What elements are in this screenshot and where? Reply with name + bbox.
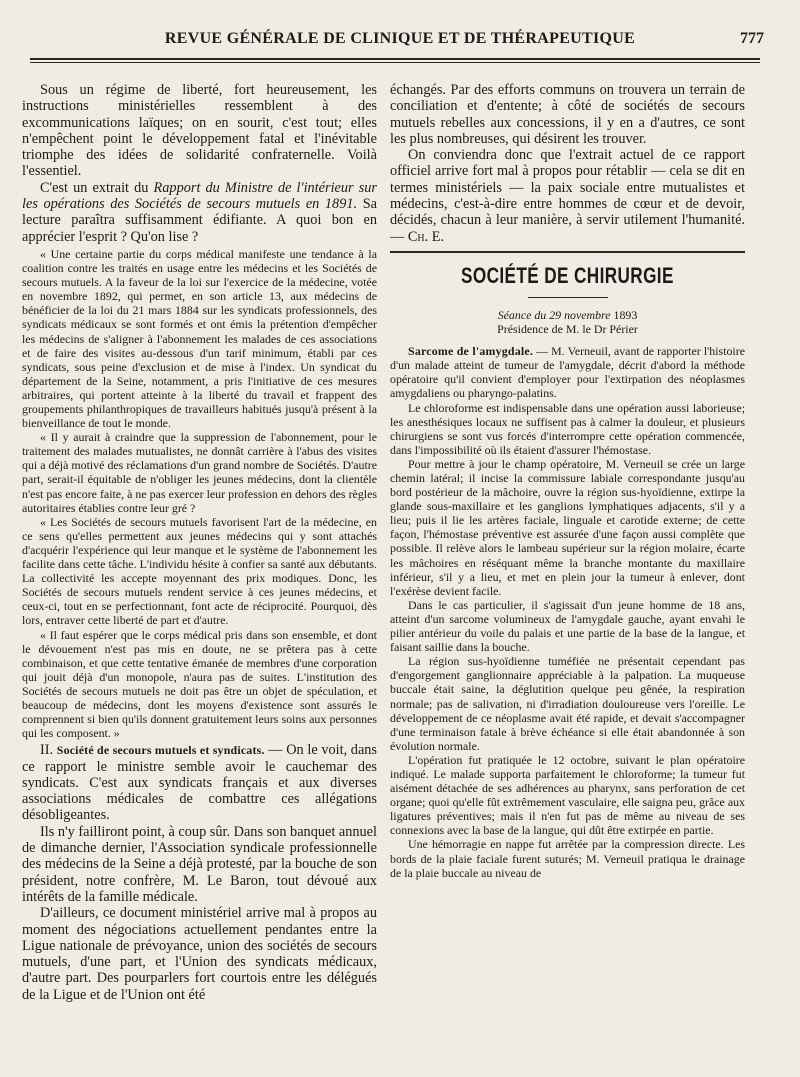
section-title: SOCIÉTÉ DE CHIRURGIE — [461, 262, 674, 288]
paragraph: Le chloroforme est indispensable dans une opération aussi laborieuse; les anesthésiques locaux ne suffisent pas à calmer la douleur, et plusieurs chirurgiens se sont vus forcés d'interrompre cette opération commencée, dans l'impossibilité où ils étaient d'assurer l'hémostase. — [390, 400, 745, 457]
paragraph: L'opération fut pratiquée le 12 octobre, suivant le plan opératoire indiqué. Le malade supporta parfaitement le chloroforme; la tumeur fut aisément détachée de ses adhérences au pharynx, sans perforation de cet organe; quoi qu'elle fût extrêmement vasculaire, elle saigna peu, grâce aux ligatures préventives; mais il n'en fut pas de même au niveau de ses connexions avec la base de la langue, qui dût être extirpée en partie. — [390, 752, 745, 838]
right-column — [390, 82, 745, 1072]
paragraph: échangés. Par des efforts communs on trouvera un terrain de conciliation et d'entente; à côté de sociétés de secours mutuels rebelles aux concessions, il y en a d'autres, ce sont les plus nombreuses, qui désirent les trouver. — [390, 82, 745, 147]
session-prefix: Séance du — [497, 307, 550, 322]
quote-paragraph: « Une certaine partie du corps médical manifeste une tendance à la coalition contre les traités en usage entre les médecins et les Sociétés de secours mutuels. A la faveur de la loi sur l'exercice de la médecine, votée en novembre 1892, qui permet, en son article 13, aux médecins de bénéficier de la loi du 21 mars 1884 sur les syndicats professionnels, des syndicats médicaux se sont formés et ont émis la prétention d'empêcher les médecins de s'aligner à l'abonnement les malades de ces associations et de faire des visites au-dessous d'un tarif minimum, établi par ces syndicats, sous peine d'exclusion et de mise à l'index. Un syndicat du département de la Seine, notamment, a pris l'initiative de ces mesures arbitraires, qui portent atteinte à la liberté du travail et frappent des groupements philanthropiques de travailleurs habitués jusqu'à présent à la bienveillance de tout le monde. — [22, 246, 377, 431]
text-run: — On le voit, dans ce rapport le ministre semble avoir le cauchemar des syndicats. C'est aux syndicats français et aux diverses associations médicales de combattre ces allégations désobligeantes. — [22, 742, 377, 824]
session-line — [390, 308, 745, 322]
paragraph: Une hémorragie en nappe fut arrêtée par la compression directe. Les bords de la plaie faciale furent suturés; M. Verneuil pratiqua le drainage de la plaie buccale au niveau de — [390, 837, 745, 880]
section-banner — [390, 263, 745, 289]
paragraph-report-intro — [22, 180, 377, 245]
paragraph-signed — [390, 147, 745, 245]
paragraph: Dans le cas particulier, il s'agissait d'un jeune homme de 18 ans, atteint d'un sarcome volumineux de l'amygdale gauche, ayant envahi le pilier antérieur du voile du palais et une partie de la base de la langue, et faisant saillie dans la bouche. — [390, 597, 745, 655]
left-column — [22, 82, 377, 1072]
paragraph: D'ailleurs, ce document ministériel arrive mal à propos au moment des négociations actuellement pendantes entre la Ligue nationale de prévoyance, union des sociétés de secours mutuels, d'une part, et l'Union des syndicats médicaux, d'autre part. Des pourparlers fort courtois entre les délégués de la Ligue et de l'Union ont été — [22, 905, 377, 1003]
paragraph: La région sus-hyoïdienne tuméfiée ne présentait cependant pas d'engorgement ganglionnaire appréciable à la palpation. La muqueuse buccale était saine, la déglutition quelque peu gênée, la respiration normale; pas de salivation, ni d'irradiation douloureuse vers l'oreille. Le développement de ce néoplasme avait été rapide, et devait s'accompagner d'une terminaison fatale à brève échéance si elle était abandonnée à son évolution normale. — [390, 654, 745, 753]
case-paragraph — [390, 344, 745, 400]
running-title: REVUE GÉNÉRALE DE CLINIQUE ET DE THÉRAPEUTIQUE — [164, 30, 636, 47]
case-heading: Sarcome de l'amygdale. — [408, 344, 534, 359]
header-rule — [30, 58, 760, 60]
session-year: 1893 — [610, 307, 638, 322]
signature: Ch. E. — [407, 228, 445, 245]
session-date: 29 novembre — [549, 307, 611, 322]
text-run: On conviendra donc que l'extrait actuel de ce rapport officiel arrive fort mal à propos pour rétablir — cela se dit en termes ministériels — la paix sociale entre mutualistes et médecins, c'est-à-dire entre hommes de cœur et de devoir, décidés, chacun à leur manière, à servir utilement l'humanité. — — [390, 147, 745, 245]
section-separator — [390, 251, 745, 253]
text-run: — M. Verneuil, avant de rapporter l'histoire d'un malade atteint de tumeur de l'amygdale, décrit d'abord la méthode opératoire qu'il convient d'employer pour l'extirpation des néoplasmes amygdaliens ou pharyngo-palatins. — [390, 344, 745, 401]
section-paragraph — [22, 742, 377, 823]
paragraph: Ils n'y failliront point, à coup sûr. Dans son banquet annuel de dimanche dernier, l'Association syndicale professionnelle des médecins de la Seine a déjà protesté, par la bouche de son président, notre confrère, M. Le Baron, tout dévoué aux intérêts de la famille médicale. — [22, 823, 377, 905]
page-number: 777 — [740, 30, 764, 47]
text-run: C'est un extrait du — [40, 179, 154, 196]
presidency-line: Présidence de M. le Dr Périer — [497, 322, 638, 337]
paragraph: Pour mettre à jour le champ opératoire, M. Verneuil se crée un large chemin latéral; il incise la commissure labiale correspondante jusqu'au bord postérieur de la mâchoire, ouvre la région sus-hyoïdienne, extirpe la glande sous-maxillaire et les ganglions lymphatiques adjacents, s'il y a lieu; puis il lie les artères faciale, linguale et carotide externe; de cette façon, l'hémostase préventive est assurée d'une façon aussi complète que possible. Il relève alors le lambeau supérieur sur la région molaire, écarte les mâchoires en réséquant même la branche montante du maxillaire inférieur, s'il y a lieu, et met en plein jour la tumeur à enlever, dont l'exérèse devient facile. — [390, 456, 745, 598]
running-head — [20, 30, 780, 52]
section-number: II. — [40, 742, 57, 759]
text-run: Sa lecture paraîtra suffisamment édifiante. A quoi bon en apprécier l'esprit ? Qu'on lise ? — [22, 196, 377, 245]
report-title: Rapport du Ministre de l'intérieur sur les opérations des Sociétés de secours mutuels en 1891. — [22, 179, 377, 213]
title-underline — [528, 297, 608, 298]
quote-paragraph: « Les Sociétés de secours mutuels favorisent l'art de la médecine, en ce sens qu'elles permettent aux jeunes médecins qui y sont attachés d'acquérir l'expérience qui leur manque et le système de l'abonnement les facilite dans cette tâche. L'individu hésite à confier sa santé aux débutants. La collectivité les accepte moyennant des prix modiques. Donc, les Sociétés de secours mutuels rendent service à ces jeunes médecins, et ceux-ci, tout en se perfectionnant, font acte de réciprocité. Pourquoi, dès lors, entraver cette liberté de part et d'autre. — [22, 514, 377, 628]
section-heading: Société de secours mutuels et syndicats. — [56, 743, 265, 758]
quote-paragraph: « Il faut espérer que le corps médical pris dans son ensemble, et dont le dévouement n'est pas mis en doute, ne se prêtera pas à cette combinaison, et que cette tentative émanée de membres d'une corporation qui jouit déjà d'un monopole, n'aura pas de suites. L'institution des Sociétés de secours mutuels ne doit pas être un objet de spéculation, et beaucoup de médecins, dont les moyens d'existence sont assurés le comprennent si bien qu'ils donnent gratuitement leurs soins aux personnes qui les composent. » — [22, 627, 377, 741]
paragraph: Sous un régime de liberté, fort heureusement, les instructions ministérielles ressemblent à des excommunications laïques; on en sourit, c'est tout; elles n'empêchent point le développement fatal et l'inévitable triomphe des idées de solidarité confraternelle. Voilà l'essentiel. — [22, 82, 377, 180]
quote-paragraph: « Il y aurait à craindre que la suppression de l'abonnement, pour le traitement des malades mutualistes, ne donnât carrière à l'abus des visites qui a déjà motivé des réclamations d'un grand nombre de Sociétés. D'autre part, serait-il équitable de n'obliger les jeunes médecins, dont la clientèle n'est pas encore faite, à ne pas exercer leur profession en dehors des règles autoritaires établies contre leur gré ? — [22, 430, 377, 515]
header-rule-thin — [30, 62, 760, 63]
